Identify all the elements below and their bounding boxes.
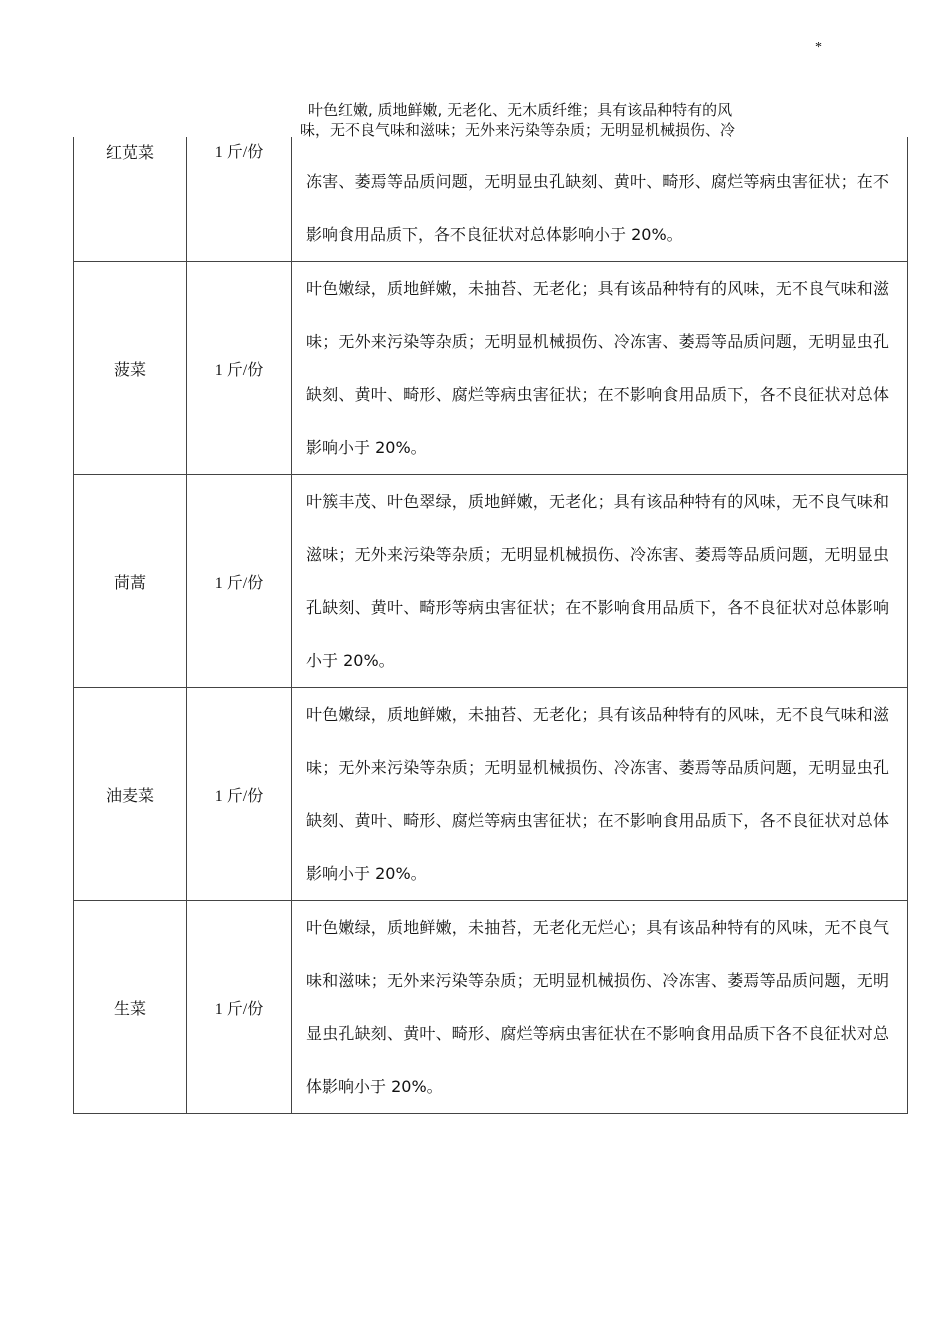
item-desc: 冻害、萎焉等品质问题，无明显虫孔缺刻、黄叶、畸形、腐烂等病虫害征状；在不影响食用品质下，各不良征状对总体影响小于 20%。 (292, 137, 908, 262)
table-row (74, 137, 908, 262)
item-name: 茼蒿 (74, 475, 187, 688)
item-desc: 叶色嫩绿，质地鲜嫩，未抽苔、无老化；具有该品种特有的风味，无不良气味和滋味；无外来污染等杂质；无明显机械损伤、冷冻害、萎焉等品质问题，无明显虫孔缺刻、黄叶、畸形、腐烂等病虫害征状；在不影响食用品质下，各不良征状对总体影响小于 20%。 (292, 688, 908, 901)
item-name: 红苋菜 (105, 143, 154, 162)
page-marker: * (815, 40, 822, 55)
first-item-overflow-text (300, 100, 830, 140)
table-row (74, 688, 908, 901)
table-row (74, 901, 908, 1114)
item-unit: 1 斤/份 (187, 688, 292, 901)
vegetable-spec-table (73, 137, 908, 1114)
item-name: 生菜 (74, 901, 187, 1114)
item-desc: 叶簇丰茂、叶色翠绿，质地鲜嫩，无老化；具有该品种特有的风味，无不良气味和滋味；无外来污染等杂质；无明显机械损伤、冷冻害、萎焉等品质问题，无明显虫孔缺刻、黄叶、畸形等病虫害征状；在不影响食用品质下，各不良征状对总体影响小于 20%。 (292, 475, 908, 688)
item-desc: 叶色嫩绿，质地鲜嫩，未抽苔，无老化无烂心；具有该品种特有的风味，无不良气味和滋味；无外来污染等杂质；无明显机械损伤、冷冻害、萎焉等品质问题，无明显虫孔缺刻、黄叶、畸形、腐烂等病虫害征状在不影响食用品质下各不良征状对总体影响小于 20%。 (292, 901, 908, 1114)
item-name: 油麦菜 (74, 688, 187, 901)
item-name: 菠菜 (74, 262, 187, 475)
overflow-line-1: 叶色红嫩, 质地鲜嫩, 无老化、无木质纤维；具有该品种特有的风 (308, 101, 733, 119)
table-row (74, 475, 908, 688)
table-row (74, 262, 908, 475)
item-unit: 1 斤/份 (187, 262, 292, 475)
item-unit-cell (187, 137, 292, 262)
item-name-cell (74, 137, 187, 262)
item-desc: 叶色嫩绿，质地鲜嫩，未抽苔、无老化；具有该品种特有的风味，无不良气味和滋味；无外来污染等杂质；无明显机械损伤、冷冻害、萎焉等品质问题，无明显虫孔缺刻、黄叶、畸形、腐烂等病虫害征状；在不影响食用品质下，各不良征状对总体影响小于 20%。 (292, 262, 908, 475)
item-unit: 1 斤/份 (214, 144, 264, 161)
item-unit: 1 斤/份 (187, 475, 292, 688)
item-unit: 1 斤/份 (187, 901, 292, 1114)
overflow-line-2: 味，无不良气味和滋味；无外来污染等杂质；无明显机械损伤、冷 (300, 121, 736, 139)
